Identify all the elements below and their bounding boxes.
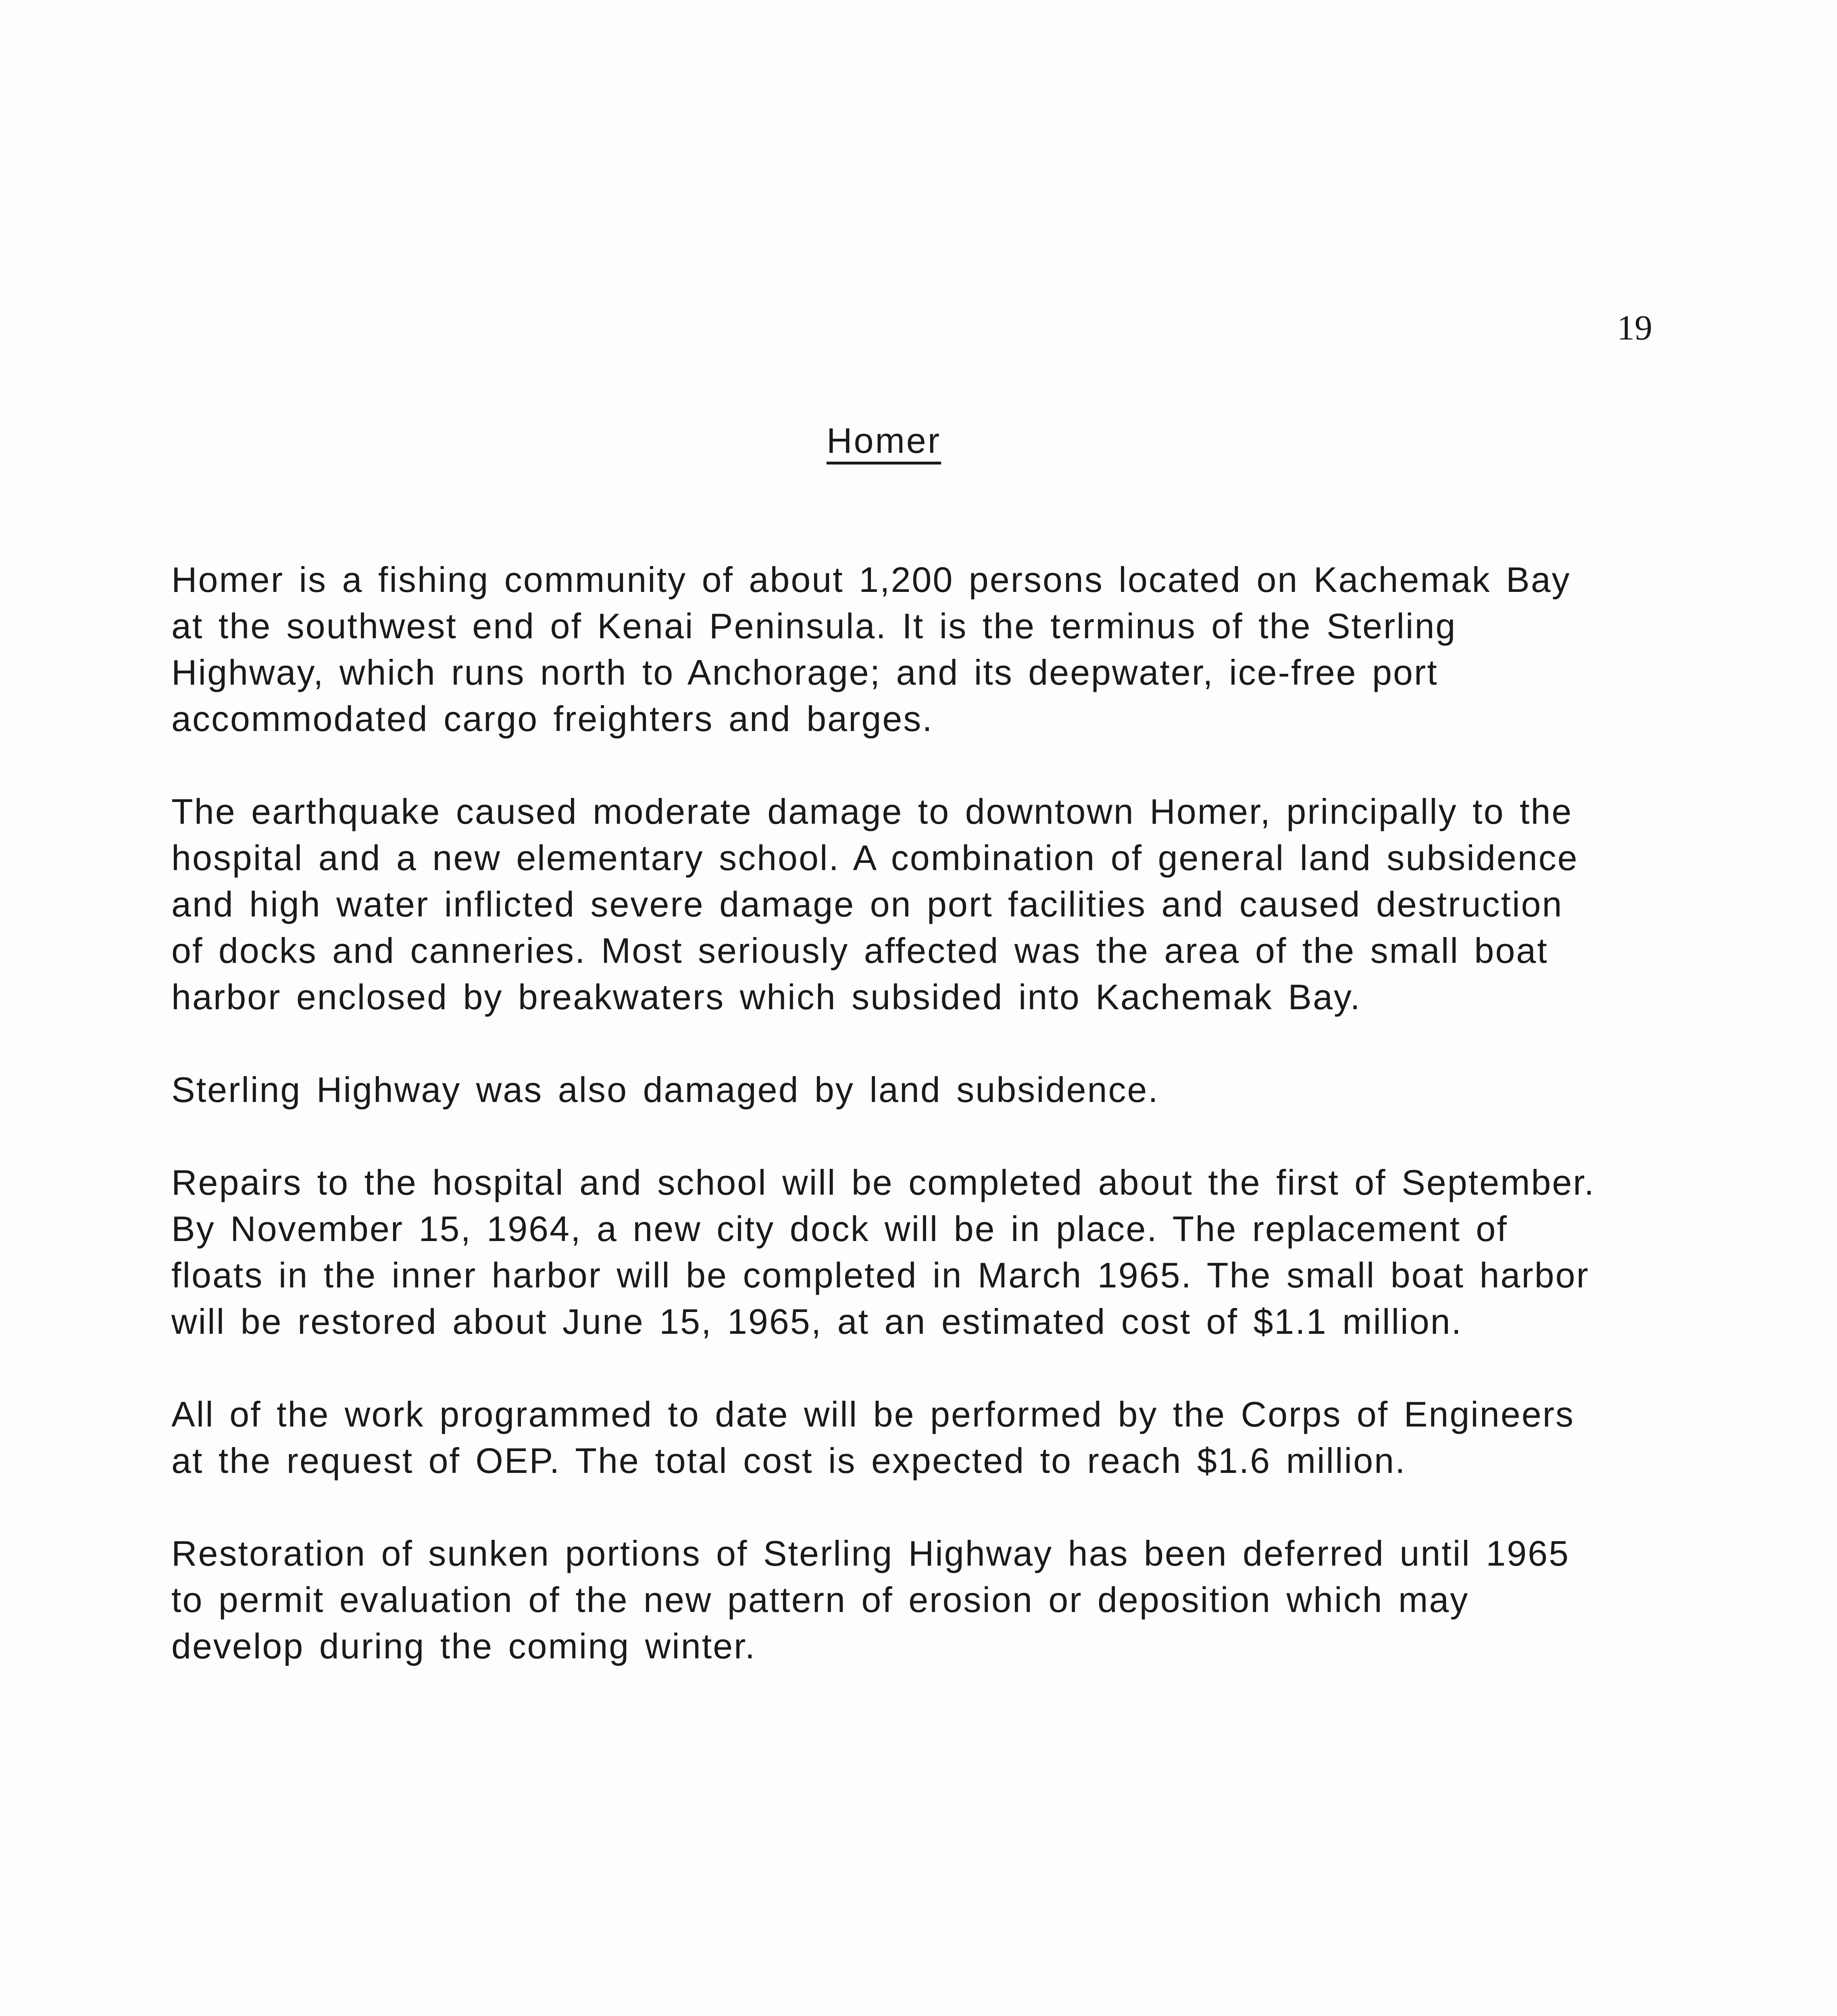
paragraph-repairs: Repairs to the hospital and school will be completed about the first of September. By November 15, 1964, a new city dock will be in place. The replacement of floats in the inner harbor will be completed in March 1965. The small boat harbor will be restored about June 15, 1965, at an estimated cost of $1.1 million. <box>171 1162 1595 1341</box>
paragraph-earthquake-damage: The earthquake caused moderate damage to downtown Homer, principally to the hospital and a new elementary school. A combination of general land subsidence and high water inflicted severe damage on port facilities and caused destruction of docks and canneries. Most seriously affected was the area of the small boat harbor enclosed by breakwaters which subsided into Kachemak Bay. <box>171 791 1579 1017</box>
paragraph-work-programmed: All of the work programmed to date will be performed by the Corps of Engineers at the request of OEP. The total cost is expected to reach $1.6 million. <box>171 1394 1575 1481</box>
page-number: 19 <box>1617 308 1652 348</box>
body-text <box>171 556 1607 1716</box>
paragraph-highway-damage: Sterling Highway was also damaged by land subsidence. <box>171 1070 1159 1110</box>
page-title: Homer <box>827 421 941 460</box>
paragraph-intro: Homer is a fishing community of about 1,200 persons located on Kachemak Bay at the southwest end of Kenai Peninsula. It is the terminus of the Sterling Highway, which runs north to Anchorage; and its deepwater, ice-free port accommodated cargo freighters and barges. <box>171 560 1571 739</box>
paragraph-restoration: Restoration of sunken portions of Sterling Highway has been deferred until 1965 to permit evaluation of the new pattern of erosion or deposition which may develop during the coming winter. <box>171 1533 1570 1666</box>
